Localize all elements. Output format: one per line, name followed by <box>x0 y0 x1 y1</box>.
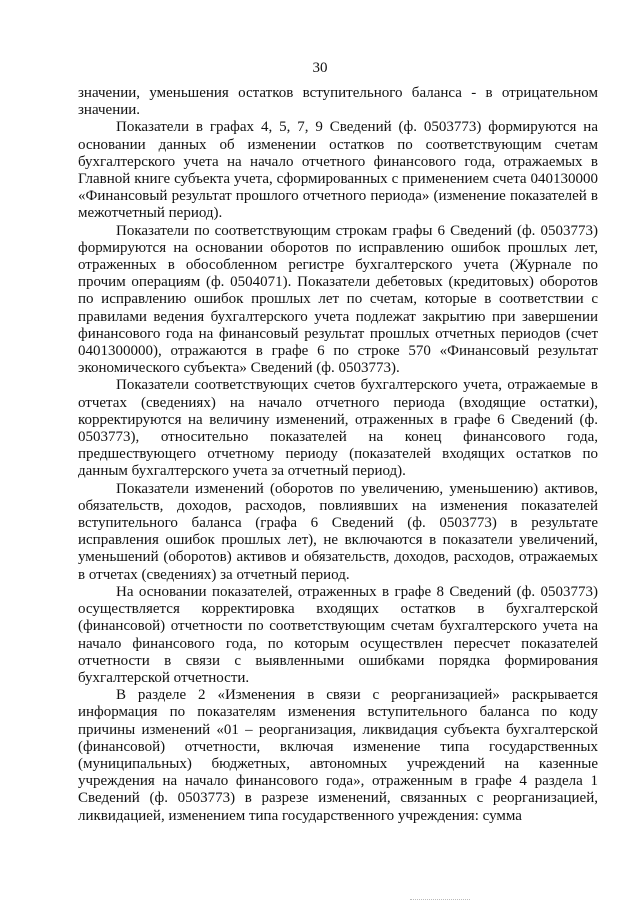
paragraph-3: Показатели по соответствующим строкам графы 6 Сведений (ф. 0503773) формируются на основании оборотов по исправлению ошибок прошлых лет, отраженных в обособленном регистре бухгалтерского учета (Журнале по прочим операциям (ф. 0504071). Показатели дебетовых (кредитовых) оборотов по исправлению ошибок прошлых лет по счетам, которые в соответствии с правилами ведения бухгалтерского учета подлежат закрытию при завершении финансового года на финансовый результат прошлых отчетных периодов (счет 0401300000), отражаются в графе 6 по строке 570 «Финансовый результат экономического субъекта» Сведений (ф. 0503773). <box>78 222 598 377</box>
body-text <box>78 85 598 825</box>
paragraph-2: Показатели в графах 4, 5, 7, 9 Сведений (ф. 0503773) формируются на основании данных об изменении остатков по соответствующим счетам бухгалтерского учета на начало отчетного финансового года, отражаемых в Главной книге субъекта учета, сформированных с применением счета 040130000 «Финансовый результат прошлого отчетного периода» (изменение показателей в межотчетный период). <box>78 119 598 222</box>
paragraph-7: В разделе 2 «Изменения в связи с реорганизацией» раскрывается информация по показателям изменения вступительного баланса по коду причины изменений «01 – реорганизация, ликвидация субъекта бухгалтерской (финансовой) отчетности, включая изменение типа государственных (муниципальных) бюджетных, автономных учреждений на казенные учреждения на начало финансового года», отраженным в графе 4 раздела 1 Сведений (ф. 0503773) в разрезе изменений, связанных с реорганизацией, ликвидацией, изменением типа государственного учреждения: сумма <box>78 687 598 824</box>
paragraph-6: На основании показателей, отраженных в графе 8 Сведений (ф. 0503773) осуществляется корректировка входящих остатков в бухгалтерской (финансовой) отчетности по соответствующим счетам бухгалтерского учета на начало финансового года, по которым осуществлен пересчет показателей отчетности в связи с выявленными ошибками порядка формирования бухгалтерской отчетности. <box>78 583 598 686</box>
page-number: 30 <box>312 60 328 76</box>
paragraph-5: Показатели изменений (оборотов по увеличению, уменьшению) активов, обязательств, доходов, расходов, повлиявших на изменения показателей вступительного баланса (графа 6 Сведений (ф. 0503773) в результате исправления ошибок прошлых лет), не включаются в показатели увеличений, уменьшений (оборотов) активов и обязательств, доходов, расходов, отражаемых в отчетах (сведениях) за отчетный период. <box>78 480 598 583</box>
scan-artifact <box>410 899 470 901</box>
paragraph-1: значении, уменьшения остатков вступительного баланса - в отрицательном значении. <box>78 85 598 119</box>
paragraph-4: Показатели соответствующих счетов бухгалтерского учета, отражаемые в отчетах (сведениях) на начало отчетного периода (входящие остатки), корректируются на величину изменений, отраженных в графе 6 Сведений (ф. 0503773), относительно показателей на конец финансового года, предшествующего отчетному периоду (показателей входящих остатков по данным бухгалтерского учета за отчетный период). <box>78 377 598 480</box>
